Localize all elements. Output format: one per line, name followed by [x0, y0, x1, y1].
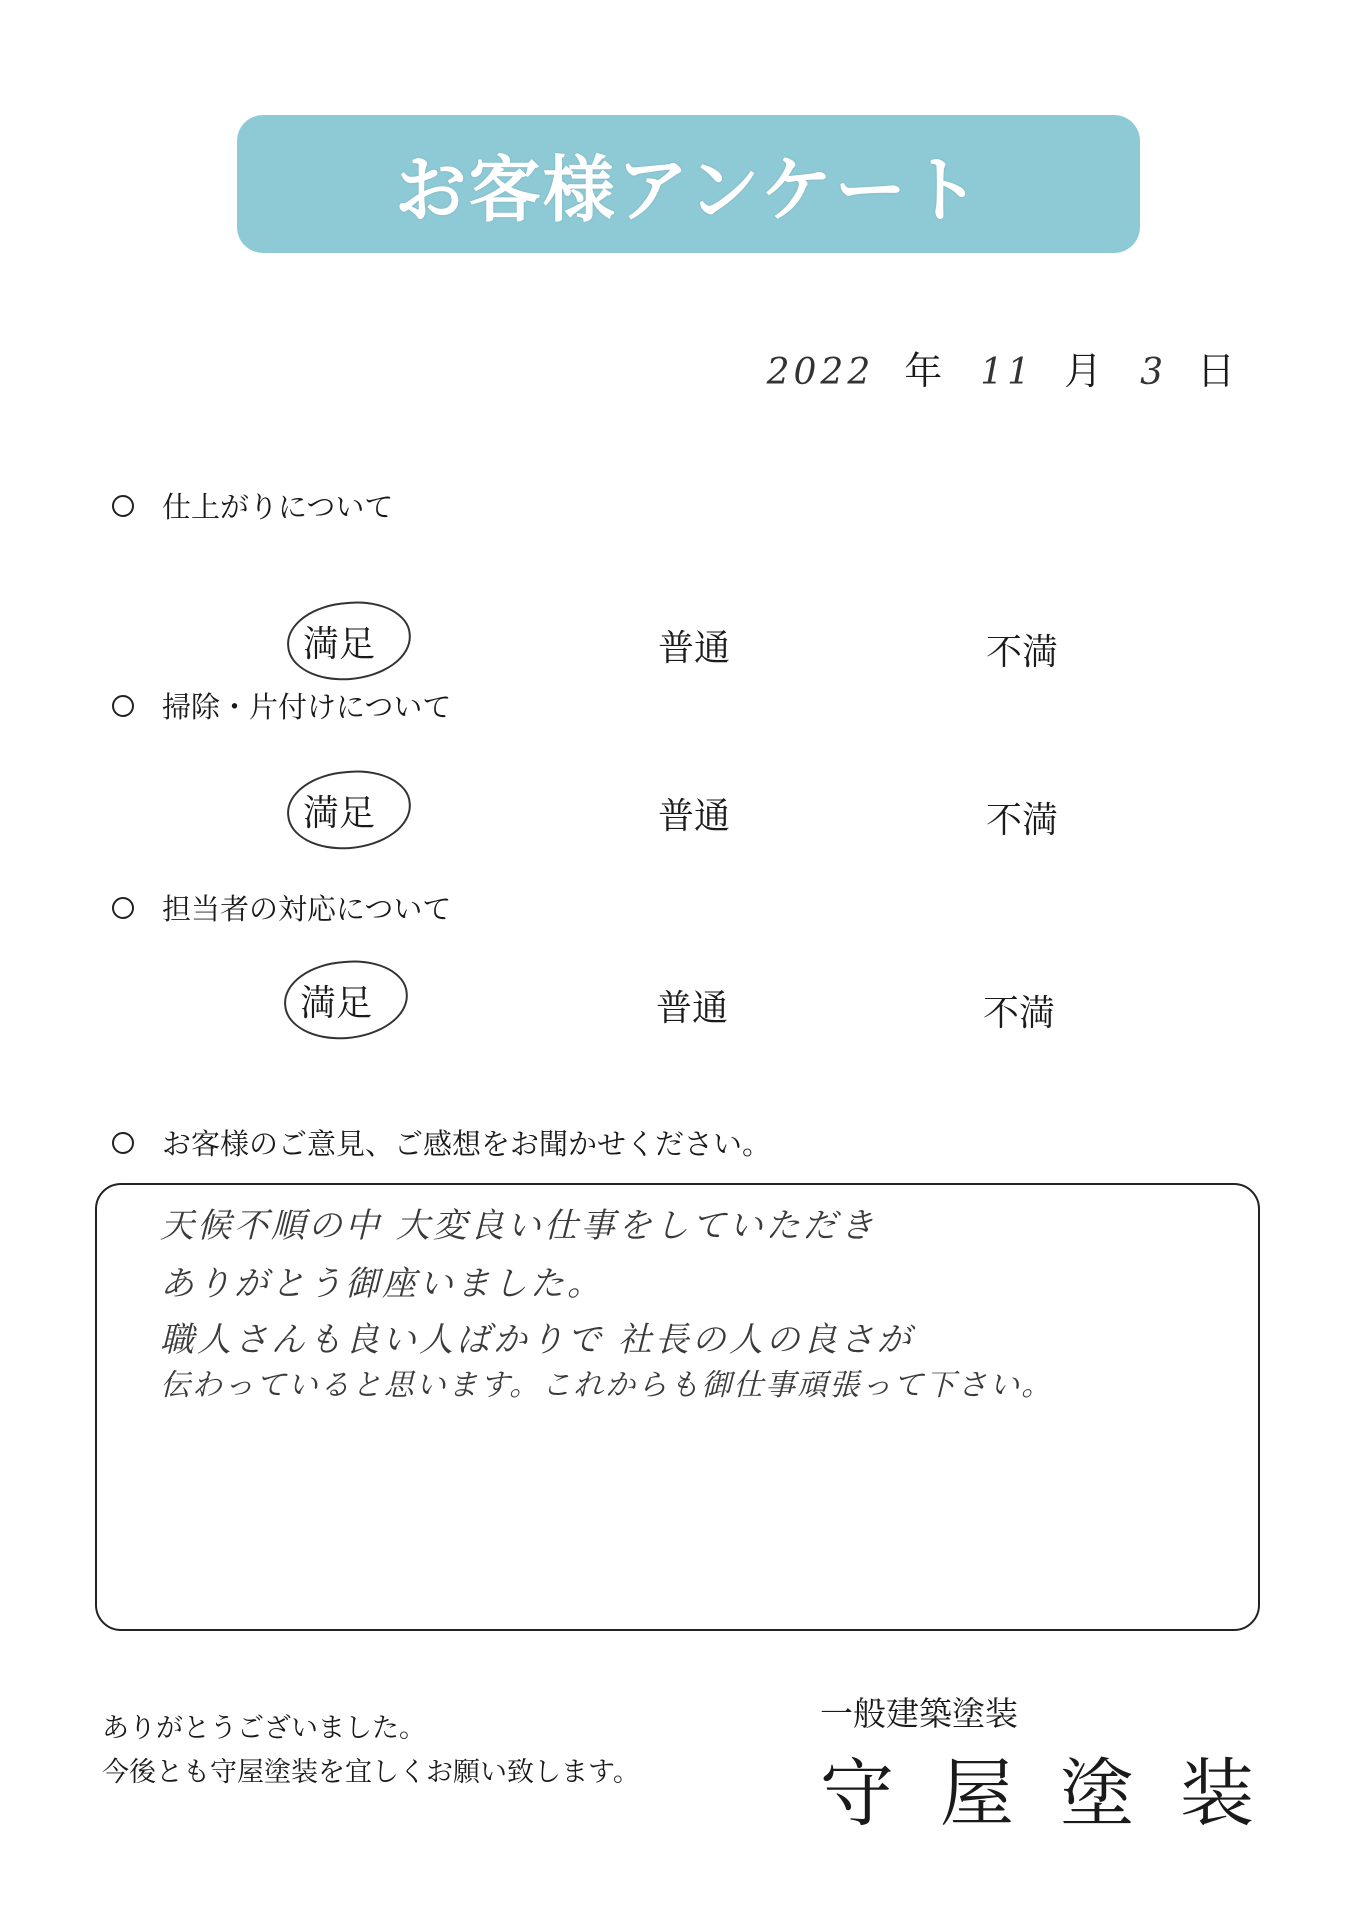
survey-date: [767, 340, 1235, 400]
question-label: お客様のご意見、ご感想をお聞かせください。: [162, 1127, 772, 1161]
question-label: 掃除・片付けについて: [162, 690, 452, 724]
question-label: 担当者の対応について: [162, 892, 452, 926]
question-staff: [112, 887, 451, 928]
footer-thanks: ありがとうございました。: [102, 1713, 426, 1744]
rating-normal[interactable]: 普通: [658, 628, 731, 669]
question-comments: [112, 1122, 771, 1163]
question-finish: [112, 485, 393, 526]
rating-satisfied-selected[interactable]: 満足: [303, 616, 375, 667]
comment-line: 伝わっていると思います。これからも御仕事頑張って下さい。: [160, 1368, 1054, 1403]
footer-request: 今後とも守屋塗装を宜しくお願い致します。: [102, 1757, 640, 1788]
date-month-unit: 月: [1064, 349, 1103, 393]
rating-unsatisfied[interactable]: 不満: [983, 993, 1056, 1034]
page-title: お客様アンケート: [394, 147, 983, 232]
comment-line: ありがとう御座いました。: [160, 1264, 604, 1304]
circle-bullet-icon: [112, 1132, 134, 1154]
question-label: 仕上がりについて: [162, 490, 394, 524]
rating-normal[interactable]: 普通: [656, 988, 729, 1029]
title-banner: [237, 115, 1140, 253]
rating-satisfied-selected[interactable]: 満足: [303, 785, 375, 836]
circle-bullet-icon: [112, 695, 134, 717]
comment-line: 天候不順の中 大変良い仕事をしていただき: [160, 1206, 877, 1246]
date-year: 2022: [766, 352, 875, 393]
date-day-unit: 日: [1196, 349, 1235, 393]
rating-unsatisfied[interactable]: 不満: [986, 800, 1059, 841]
rating-normal[interactable]: 普通: [658, 796, 731, 837]
circle-bullet-icon: [112, 897, 134, 919]
rating-unsatisfied[interactable]: 不満: [986, 632, 1059, 673]
rating-satisfied-selected[interactable]: 満足: [300, 975, 372, 1026]
company-type: 一般建築塗装: [820, 1694, 1018, 1733]
question-cleanup: [112, 685, 451, 726]
date-year-unit: 年: [904, 349, 943, 393]
circle-bullet-icon: [112, 495, 134, 517]
comment-box[interactable]: [95, 1183, 1260, 1631]
date-day: 3: [1140, 352, 1167, 393]
date-month: 11: [980, 352, 1035, 393]
company-name: 守屋塗装: [820, 1751, 1300, 1837]
comment-line: 職人さんも良い人ばかりで 社長の人の良さが: [160, 1320, 914, 1360]
